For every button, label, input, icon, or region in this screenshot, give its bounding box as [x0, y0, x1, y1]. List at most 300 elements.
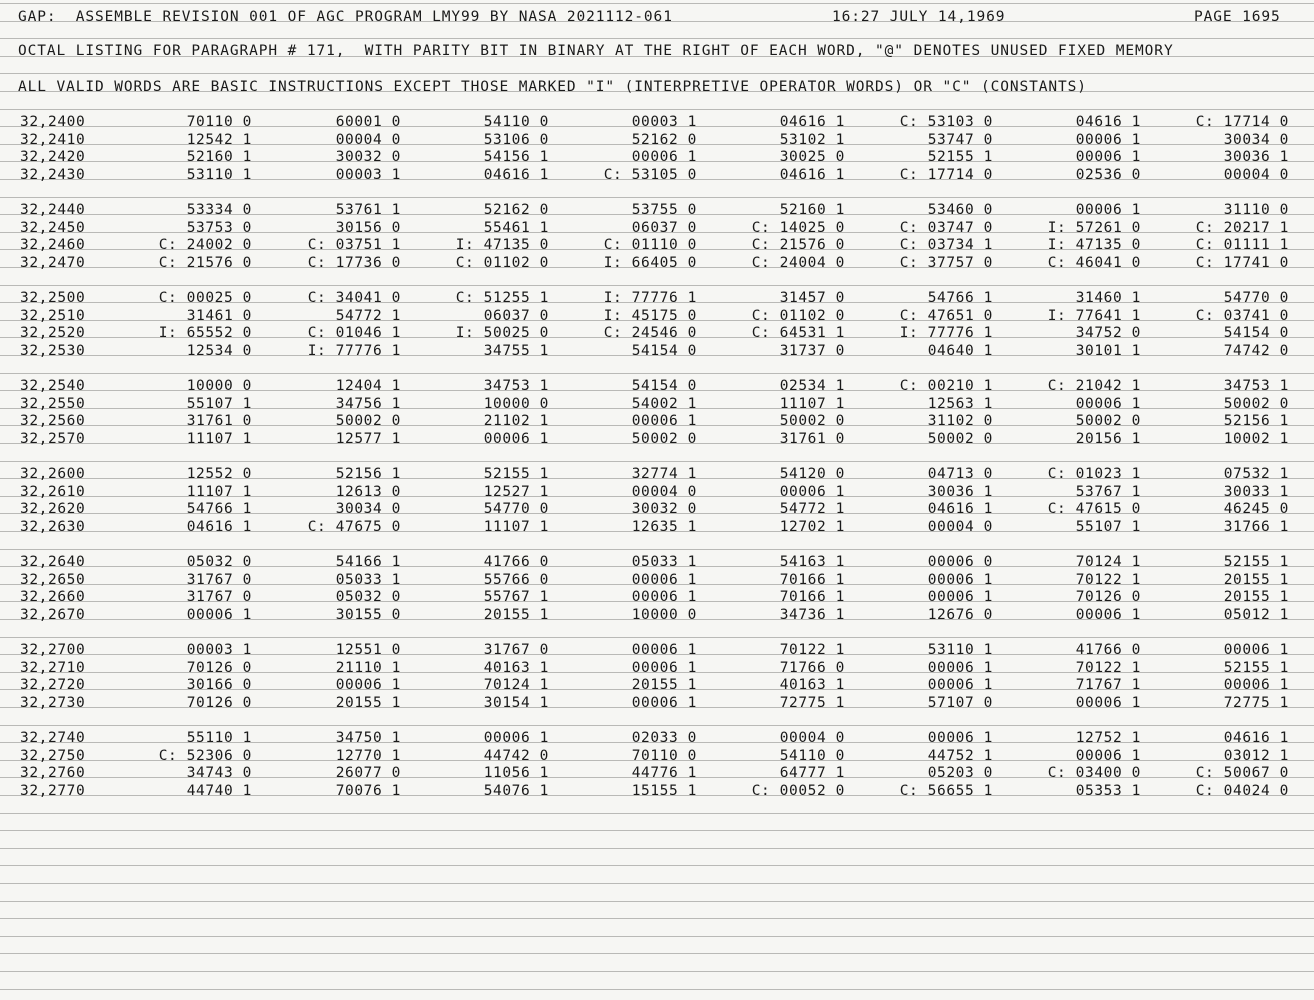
memory-address: 32,2570: [20, 430, 86, 447]
listing-row: [0, 519, 1314, 537]
octal-word: 30036 1: [1223, 149, 1289, 166]
octal-word: 53761 1: [335, 202, 401, 218]
octal-word: 52162 0: [631, 131, 697, 148]
octal-word: 12527 1: [483, 483, 549, 500]
octal-word: 00003 1: [186, 642, 252, 658]
listing-row: [0, 396, 1314, 414]
octal-word: 60001 0: [335, 114, 401, 130]
octal-word: 64777 1: [779, 765, 845, 782]
octal-word: 54154 0: [631, 378, 697, 394]
octal-word: 54166 1: [335, 554, 401, 570]
memory-address: 32,2500: [20, 290, 86, 306]
memory-address: 32,2600: [20, 466, 86, 482]
octal-word: 10000 0: [186, 378, 252, 394]
listing-row: [0, 695, 1314, 713]
octal-word: 00006 1: [1075, 606, 1141, 623]
octal-word: 30032 0: [335, 149, 401, 166]
octal-word: I: 47135 0: [455, 237, 549, 254]
listing-row: [0, 132, 1314, 150]
memory-address: 32,2770: [20, 782, 86, 799]
octal-word: I: 66405 0: [603, 254, 697, 271]
octal-word: 55107 1: [186, 395, 252, 412]
octal-word: C: 20217 1: [1195, 219, 1289, 236]
listing-row: [0, 308, 1314, 326]
octal-word: 00006 1: [631, 659, 697, 676]
octal-word: I: 77776 1: [307, 342, 401, 359]
octal-word: C: 03747 0: [899, 219, 993, 236]
memory-address: 32,2450: [20, 219, 86, 236]
octal-word: 00006 1: [927, 730, 993, 746]
memory-address: 32,2730: [20, 694, 86, 711]
octal-word: 34755 1: [483, 342, 549, 359]
listing-row: [0, 220, 1314, 238]
memory-address: 32,2560: [20, 413, 86, 430]
octal-word: 30155 0: [335, 606, 401, 623]
octal-word: 04616 1: [1223, 730, 1289, 746]
octal-word: C: 21576 0: [751, 237, 845, 254]
octal-word: 30033 1: [1223, 483, 1289, 500]
octal-word: 02033 0: [631, 730, 697, 746]
memory-address: 32,2410: [20, 131, 86, 148]
memory-address: 32,2750: [20, 747, 86, 764]
octal-word: 53334 0: [186, 202, 252, 218]
octal-word: 00004 0: [927, 518, 993, 535]
octal-word: 53767 1: [1075, 483, 1141, 500]
listing-legend: ALL VALID WORDS ARE BASIC INSTRUCTIONS EXCEPT THOSE MARKED "I" (INTERPRETIVE OPERATOR WORDS) OR "C" (CONSTANTS): [18, 79, 1087, 95]
memory-address: 32,2540: [20, 378, 86, 394]
octal-word: C: 04024 0: [1195, 782, 1289, 799]
listing-row: [0, 783, 1314, 801]
octal-word: 31461 0: [186, 307, 252, 324]
octal-word: 70110 0: [631, 747, 697, 764]
octal-word: 10002 1: [1223, 430, 1289, 447]
octal-word: 34750 1: [335, 730, 401, 746]
octal-word: I: 77776 1: [899, 325, 993, 342]
memory-address: 32,2430: [20, 166, 86, 183]
memory-address: 32,2640: [20, 554, 86, 570]
octal-word: 12551 0: [335, 642, 401, 658]
octal-word: 12534 0: [186, 342, 252, 359]
octal-word: 12613 0: [335, 483, 401, 500]
octal-word: 41766 0: [1075, 642, 1141, 658]
octal-word: 70122 1: [1075, 659, 1141, 676]
octal-word: 30032 0: [631, 501, 697, 518]
octal-word: 30036 1: [927, 483, 993, 500]
octal-word: 54766 1: [927, 290, 993, 306]
octal-word: 70126 0: [1075, 589, 1141, 606]
octal-word: C: 24546 0: [603, 325, 697, 342]
listing-row: [0, 255, 1314, 273]
listing-row: [0, 660, 1314, 678]
octal-word: 70122 1: [779, 642, 845, 658]
octal-word: 72775 1: [1223, 694, 1289, 711]
octal-word: C: 24004 0: [751, 254, 845, 271]
memory-address: 32,2710: [20, 659, 86, 676]
octal-word: 70124 1: [1075, 554, 1141, 570]
octal-word: 40163 1: [483, 659, 549, 676]
octal-word: 50002 0: [1075, 413, 1141, 430]
octal-word: 12577 1: [335, 430, 401, 447]
octal-word: 21110 1: [335, 659, 401, 676]
octal-word: 54076 1: [483, 782, 549, 799]
octal-word: 00006 1: [335, 677, 401, 694]
memory-address: 32,2530: [20, 342, 86, 359]
octal-word: 00006 1: [631, 149, 697, 166]
memory-address: 32,2650: [20, 571, 86, 588]
octal-word: 31767 0: [186, 571, 252, 588]
octal-word: C: 46041 0: [1047, 254, 1141, 271]
octal-word: 55107 1: [1075, 518, 1141, 535]
octal-word: 20155 1: [483, 606, 549, 623]
memory-address: 32,2610: [20, 483, 86, 500]
octal-word: 00004 0: [779, 730, 845, 746]
octal-word: 00006 1: [1075, 131, 1141, 148]
octal-word: 46245 0: [1223, 501, 1289, 518]
octal-word: C: 56655 1: [899, 782, 993, 799]
octal-word: 44742 0: [483, 747, 549, 764]
octal-word: 34756 1: [335, 395, 401, 412]
page-number: PAGE 1695: [1194, 9, 1281, 25]
octal-word: C: 53103 0: [899, 114, 993, 130]
octal-word: 00006 1: [483, 730, 549, 746]
memory-address: 32,2720: [20, 677, 86, 694]
octal-word: 54770 0: [1223, 290, 1289, 306]
octal-word: 70126 0: [186, 694, 252, 711]
octal-word: C: 53105 0: [603, 166, 697, 183]
octal-word: 71766 0: [779, 659, 845, 676]
octal-word: 57107 0: [927, 694, 993, 711]
octal-word: 00006 1: [1075, 395, 1141, 412]
octal-word: 54770 0: [483, 501, 549, 518]
octal-word: C: 51255 1: [455, 290, 549, 306]
octal-word: C: 14025 0: [751, 219, 845, 236]
octal-word: 05033 1: [631, 554, 697, 570]
octal-word: 30034 0: [335, 501, 401, 518]
memory-address: 32,2760: [20, 765, 86, 782]
octal-word: C: 01023 1: [1047, 466, 1141, 482]
octal-word: 00004 0: [1223, 166, 1289, 183]
listing-row: [0, 202, 1314, 220]
octal-word: 52156 1: [1223, 413, 1289, 430]
octal-word: 34736 1: [779, 606, 845, 623]
octal-word: 70122 1: [1075, 571, 1141, 588]
octal-word: 11107 1: [779, 395, 845, 412]
octal-word: 32774 1: [631, 466, 697, 482]
octal-word: 20156 1: [1075, 430, 1141, 447]
memory-address: 32,2420: [20, 149, 86, 166]
listing-row: [0, 554, 1314, 572]
octal-word: 11107 1: [483, 518, 549, 535]
octal-word: C: 34041 0: [307, 290, 401, 306]
octal-word: 00004 0: [631, 483, 697, 500]
listing-row: [0, 237, 1314, 255]
octal-word: C: 00025 0: [158, 290, 252, 306]
octal-word: 11107 1: [186, 483, 252, 500]
octal-word: 53753 0: [186, 219, 252, 236]
octal-word: 72775 1: [779, 694, 845, 711]
listing-description: OCTAL LISTING FOR PARAGRAPH # 171, WITH PARITY BIT IN BINARY AT THE RIGHT OF EACH WORD, "@" DENOTES UNUSED FIXED MEMORY: [18, 43, 1174, 59]
octal-word: C: 24002 0: [158, 237, 252, 254]
octal-word: 52155 1: [483, 466, 549, 482]
octal-word: 26077 0: [335, 765, 401, 782]
octal-word: C: 17714 0: [899, 166, 993, 183]
octal-word: I: 47135 0: [1047, 237, 1141, 254]
octal-word: 70126 0: [186, 659, 252, 676]
octal-word: 11056 1: [483, 765, 549, 782]
octal-word: 00006 1: [1075, 694, 1141, 711]
memory-address: 32,2510: [20, 307, 86, 324]
listing-row: [0, 484, 1314, 502]
octal-word: 53106 0: [483, 131, 549, 148]
listing-row: [0, 677, 1314, 695]
octal-word: 34752 0: [1075, 325, 1141, 342]
octal-word: 44776 1: [631, 765, 697, 782]
listing-row: [0, 572, 1314, 590]
octal-word: C: 03751 1: [307, 237, 401, 254]
memory-address: 32,2620: [20, 501, 86, 518]
octal-word: 00003 1: [631, 114, 697, 130]
octal-word: 53755 0: [631, 202, 697, 218]
octal-word: 00006 1: [186, 606, 252, 623]
listing-row: [0, 589, 1314, 607]
octal-word: 54110 0: [483, 114, 549, 130]
octal-word: 31767 0: [483, 642, 549, 658]
octal-word: 12770 1: [335, 747, 401, 764]
listing-row: [0, 167, 1314, 185]
octal-word: 31460 1: [1075, 290, 1141, 306]
octal-word: 12552 0: [186, 466, 252, 482]
octal-word: 12702 1: [779, 518, 845, 535]
octal-word: 50002 0: [631, 430, 697, 447]
octal-word: 00006 1: [1075, 747, 1141, 764]
memory-address: 32,2740: [20, 730, 86, 746]
octal-word: 12752 1: [1075, 730, 1141, 746]
octal-word: I: 77641 1: [1047, 307, 1141, 324]
listing-row: [0, 607, 1314, 625]
octal-word: 70166 1: [779, 589, 845, 606]
octal-word: 70076 1: [335, 782, 401, 799]
octal-word: 03012 1: [1223, 747, 1289, 764]
octal-word: 12404 1: [335, 378, 401, 394]
octal-word: 00006 1: [927, 571, 993, 588]
octal-word: 31737 0: [779, 342, 845, 359]
octal-word: 31761 0: [186, 413, 252, 430]
listing-header-title: GAP: ASSEMBLE REVISION 001 OF AGC PROGRAM LMY99 BY NASA 2021112-061: [18, 9, 673, 25]
octal-word: C: 21042 1: [1047, 378, 1141, 394]
octal-word: 04616 1: [483, 166, 549, 183]
octal-word: 06037 0: [631, 219, 697, 236]
octal-word: 74742 0: [1223, 342, 1289, 359]
octal-word: C: 01102 0: [751, 307, 845, 324]
listing-row: [0, 325, 1314, 343]
octal-word: 34753 1: [1223, 378, 1289, 394]
octal-word: 20155 1: [335, 694, 401, 711]
octal-word: 04616 1: [1075, 114, 1141, 130]
octal-word: 54772 1: [779, 501, 845, 518]
octal-word: 04616 1: [186, 518, 252, 535]
octal-word: 53110 1: [186, 166, 252, 183]
listing-row: [0, 343, 1314, 361]
octal-word: 55767 1: [483, 589, 549, 606]
octal-word: 10000 0: [631, 606, 697, 623]
octal-word: 00006 1: [631, 589, 697, 606]
octal-word: 00006 1: [631, 694, 697, 711]
octal-word: C: 47651 0: [899, 307, 993, 324]
octal-word: 44752 1: [927, 747, 993, 764]
octal-word: 71767 1: [1075, 677, 1141, 694]
octal-word: C: 03734 1: [899, 237, 993, 254]
octal-word: 53460 0: [927, 202, 993, 218]
octal-word: I: 50025 0: [455, 325, 549, 342]
octal-word: C: 17714 0: [1195, 114, 1289, 130]
octal-word: 52156 1: [335, 466, 401, 482]
octal-word: 31766 1: [1223, 518, 1289, 535]
listing-row: [0, 730, 1314, 748]
memory-address: 32,2400: [20, 114, 86, 130]
octal-word: C: 52306 0: [158, 747, 252, 764]
octal-word: 20155 1: [1223, 571, 1289, 588]
octal-word: 53110 1: [927, 642, 993, 658]
octal-word: 00006 1: [1075, 149, 1141, 166]
listing-row: [0, 290, 1314, 308]
listing-row: [0, 413, 1314, 431]
octal-word: 10000 0: [483, 395, 549, 412]
octal-word: 05033 1: [335, 571, 401, 588]
octal-word: 34753 1: [483, 378, 549, 394]
octal-word: C: 03400 0: [1047, 765, 1141, 782]
octal-word: 00006 1: [631, 413, 697, 430]
listing-row: [0, 431, 1314, 449]
octal-word: C: 01111 1: [1195, 237, 1289, 254]
memory-address: 32,2660: [20, 589, 86, 606]
octal-word: 52160 1: [186, 149, 252, 166]
octal-word: C: 01102 0: [455, 254, 549, 271]
octal-word: C: 47615 0: [1047, 501, 1141, 518]
octal-word: C: 21576 0: [158, 254, 252, 271]
octal-word: I: 65552 0: [158, 325, 252, 342]
listing-row: [0, 149, 1314, 167]
octal-word: C: 64531 1: [751, 325, 845, 342]
octal-word: C: 47675 0: [307, 518, 401, 535]
octal-word: I: 57261 0: [1047, 219, 1141, 236]
octal-word: 41766 0: [483, 554, 549, 570]
octal-word: 30166 0: [186, 677, 252, 694]
memory-address: 32,2460: [20, 237, 86, 254]
memory-address: 32,2550: [20, 395, 86, 412]
octal-word: C: 01110 0: [603, 237, 697, 254]
octal-word: 07532 1: [1223, 466, 1289, 482]
listing-row: [0, 378, 1314, 396]
octal-word: 52160 1: [779, 202, 845, 218]
memory-address: 32,2520: [20, 325, 86, 342]
octal-word: 04616 1: [779, 166, 845, 183]
octal-word: 04616 1: [779, 114, 845, 130]
listing-row: [0, 114, 1314, 132]
octal-word: 12635 1: [631, 518, 697, 535]
octal-word: 00006 0: [927, 554, 993, 570]
listing-row: [0, 765, 1314, 783]
octal-word: 00006 1: [779, 483, 845, 500]
octal-word: 00006 1: [1075, 202, 1141, 218]
octal-word: 11107 1: [186, 430, 252, 447]
octal-word: C: 37757 0: [899, 254, 993, 271]
octal-word: 50002 0: [1223, 395, 1289, 412]
octal-word: 20155 1: [631, 677, 697, 694]
octal-word: 30025 0: [779, 149, 845, 166]
octal-word: 53747 0: [927, 131, 993, 148]
octal-word: 12676 0: [927, 606, 993, 623]
octal-word: 20155 1: [1223, 589, 1289, 606]
octal-word: 30101 1: [1075, 342, 1141, 359]
listing-row: [0, 501, 1314, 519]
octal-word: 50002 0: [335, 413, 401, 430]
memory-address: 32,2440: [20, 202, 86, 218]
octal-word: 54156 1: [483, 149, 549, 166]
octal-word: 44740 1: [186, 782, 252, 799]
octal-word: 52155 1: [927, 149, 993, 166]
octal-word: 00006 1: [927, 677, 993, 694]
octal-word: C: 00052 0: [751, 782, 845, 799]
octal-word: 12563 1: [927, 395, 993, 412]
octal-word: C: 00210 1: [899, 378, 993, 394]
octal-word: 31767 0: [186, 589, 252, 606]
octal-word: 30034 0: [1223, 131, 1289, 148]
octal-word: 00006 1: [631, 571, 697, 588]
octal-word: 00006 1: [1223, 677, 1289, 694]
listing-row: [0, 642, 1314, 660]
octal-word: 52155 1: [1223, 554, 1289, 570]
octal-word: 54154 0: [1223, 325, 1289, 342]
memory-address: 32,2470: [20, 254, 86, 271]
memory-address: 32,2670: [20, 606, 86, 623]
octal-word: 00003 1: [335, 166, 401, 183]
octal-word: 00006 1: [1223, 642, 1289, 658]
octal-word: 05032 0: [335, 589, 401, 606]
octal-word: 52162 0: [483, 202, 549, 218]
listing-row: [0, 466, 1314, 484]
octal-word: 70124 1: [483, 677, 549, 694]
octal-word: 54002 1: [631, 395, 697, 412]
octal-word: 54766 1: [186, 501, 252, 518]
octal-word: 04640 1: [927, 342, 993, 359]
octal-word: 54772 1: [335, 307, 401, 324]
octal-word: 30156 0: [335, 219, 401, 236]
listing-header-timestamp: 16:27 JULY 14,1969: [832, 9, 1006, 25]
octal-word: 30154 1: [483, 694, 549, 711]
octal-word: 70166 1: [779, 571, 845, 588]
octal-word: 55110 1: [186, 730, 252, 746]
octal-word: 00006 1: [483, 430, 549, 447]
octal-word: 00006 1: [927, 589, 993, 606]
octal-word: 40163 1: [779, 677, 845, 694]
octal-word: I: 45175 0: [603, 307, 697, 324]
octal-word: C: 50067 0: [1195, 765, 1289, 782]
octal-word: 55461 1: [483, 219, 549, 236]
octal-word: 54154 0: [631, 342, 697, 359]
octal-word: I: 77776 1: [603, 290, 697, 306]
octal-word: C: 17736 0: [307, 254, 401, 271]
octal-word: 12542 1: [186, 131, 252, 148]
octal-word: 05353 1: [1075, 782, 1141, 799]
octal-word: 04616 1: [927, 501, 993, 518]
octal-word: 52155 1: [1223, 659, 1289, 676]
octal-word: 00006 1: [927, 659, 993, 676]
octal-word: 31457 0: [779, 290, 845, 306]
memory-address: 32,2700: [20, 642, 86, 658]
octal-word: 54110 0: [779, 747, 845, 764]
octal-word: 54163 1: [779, 554, 845, 570]
octal-word: 04713 0: [927, 466, 993, 482]
